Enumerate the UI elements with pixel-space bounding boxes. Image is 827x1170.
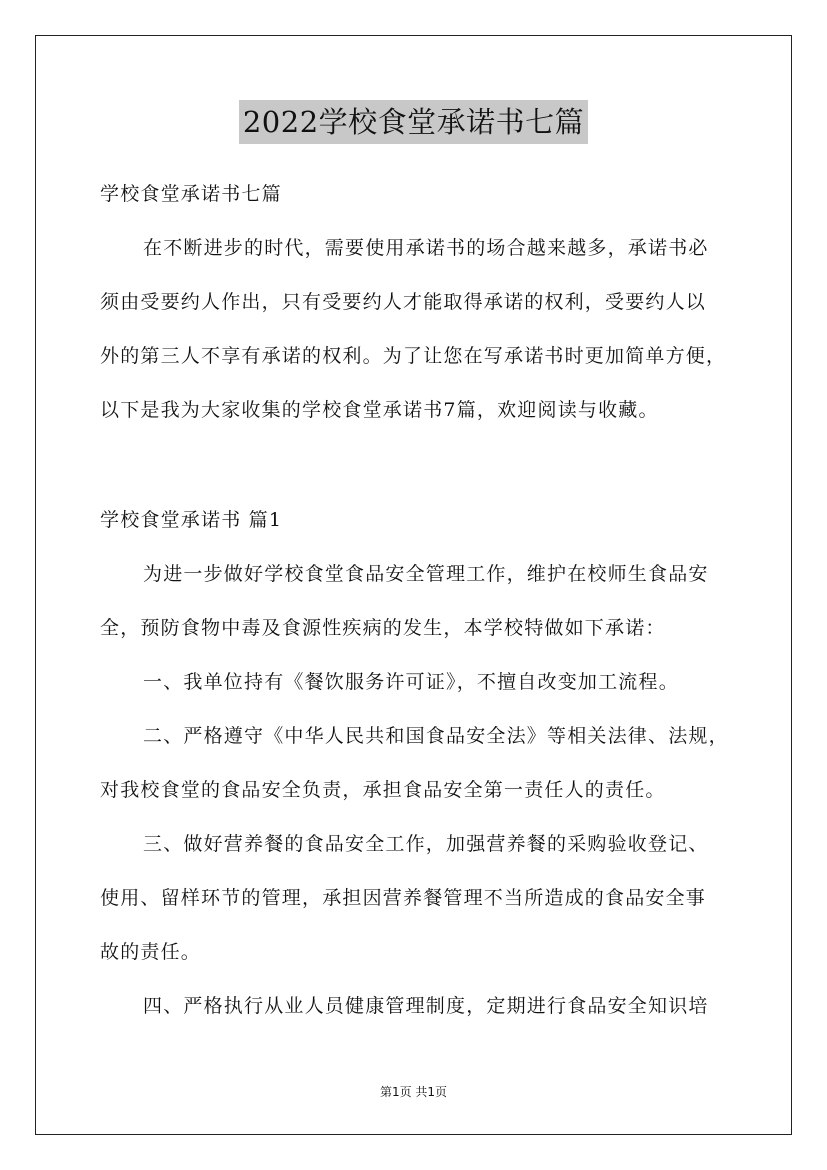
body-line: 为进一步做好学校食堂食品安全管理工作，维护在校师生食品安: [143, 563, 709, 585]
document-title: 2022学校食堂承诺书七篇: [239, 100, 588, 144]
body-line: 使用、留样环节的管理，承担因营养餐管理不当所造成的食品安全事: [100, 887, 707, 909]
body-line: 全，预防食物中毒及食源性疾病的发生，本学校特做如下承诺：: [100, 617, 666, 639]
body-line: 外的第三人不享有承诺的权利。为了让您在写承诺书时更加简单方便，: [100, 345, 727, 367]
title-container: [0, 100, 827, 144]
body-line: 四、严格执行从业人员健康管理制度，定期进行食品安全知识培: [143, 995, 709, 1017]
body-line: 须由受要约人作出，只有受要约人才能取得承诺的权利，受要约人以: [100, 291, 707, 313]
subtitle-line: 学校食堂承诺书七篇: [100, 183, 282, 205]
body-line: 以下是我为大家收集的学校食堂承诺书7篇，欢迎阅读与收藏。: [100, 399, 659, 421]
body-line: 二、严格遵守《中华人民共和国食品安全法》等相关法律、法规，: [143, 725, 729, 747]
body-line: 故的责任。: [100, 941, 202, 963]
section-heading: 学校食堂承诺书 篇1: [100, 509, 283, 531]
page-number-footer: 第1页 共1页: [379, 1085, 448, 1099]
body-line: 对我校食堂的食品安全负责，承担食品安全第一责任人的责任。: [100, 779, 666, 801]
body-line: 三、做好营养餐的食品安全工作，加强营养餐的采购验收登记、: [143, 833, 709, 855]
body-line: 一、我单位持有《餐饮服务许可证》，不擅自改变加工流程。: [143, 671, 679, 693]
body-line: 在不断进步的时代，需要使用承诺书的场合越来越多，承诺书必: [143, 237, 709, 259]
